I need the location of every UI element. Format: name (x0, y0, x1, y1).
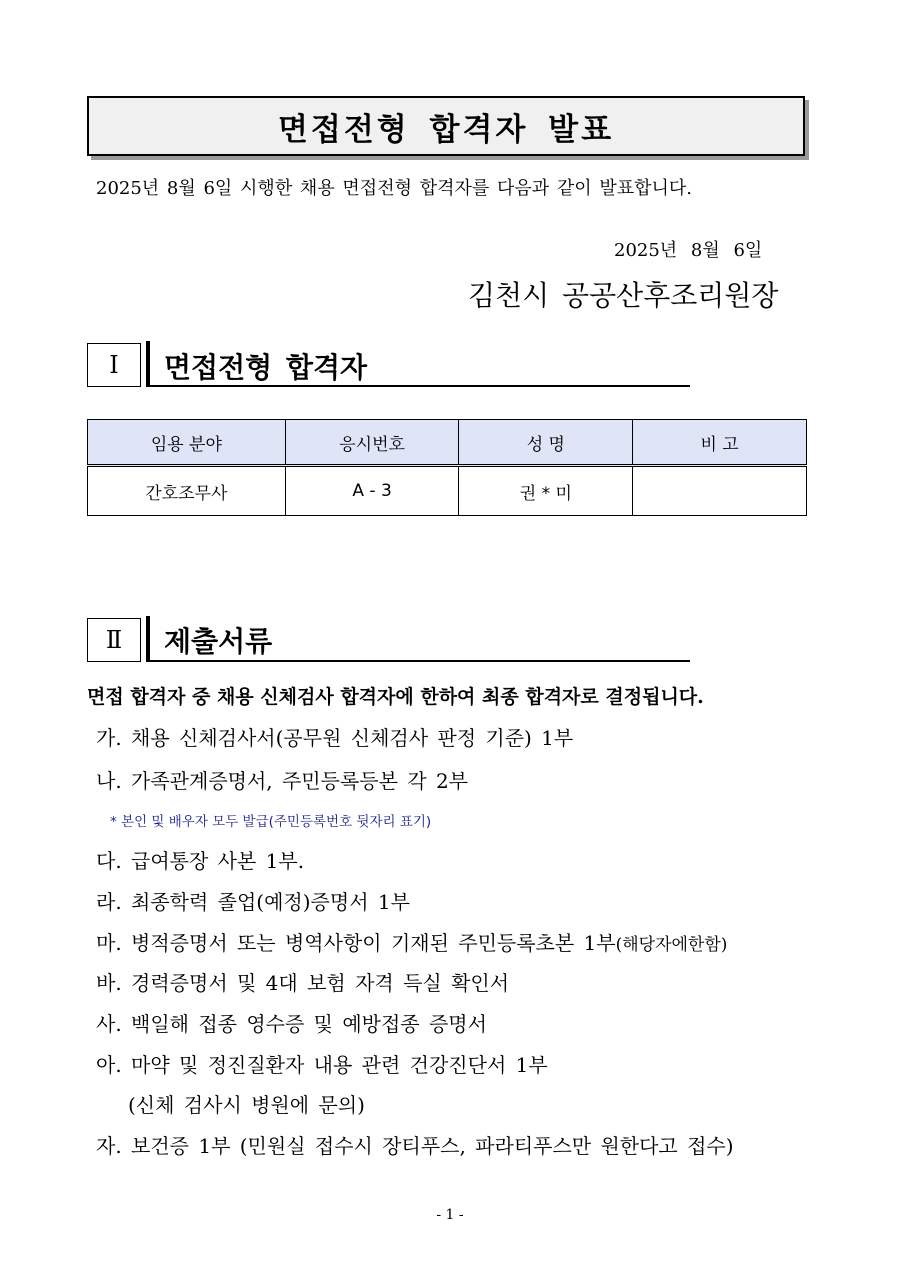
list-item: 사. 백일해 접종 영수증 및 예방접종 증명서 (96, 1012, 487, 1036)
column-header-exam-number: 응시번호 (285, 420, 459, 466)
cell-remarks (633, 466, 807, 516)
section-1-number: Ⅰ (87, 343, 141, 387)
column-header-name: 성 명 (459, 420, 633, 466)
section-1-underline (146, 385, 690, 387)
announcement-date: 2025년 8월 6일 (614, 240, 763, 261)
table-header-row (88, 420, 807, 466)
sub-note: * 본인 및 배우자 모두 발급(주민등록번호 뒷자리 표기) (110, 814, 432, 830)
cell-field: 간호조무사 (88, 466, 286, 516)
column-header-remarks: 비 고 (633, 420, 807, 466)
page-number: - 1 - (436, 1207, 464, 1223)
list-item: 아. 마약 및 정진질환자 내용 관련 건강진단서 1부 (96, 1053, 548, 1077)
list-item: 바. 경력증명서 및 4대 보험 자격 득실 확인서 (96, 971, 510, 995)
section-2-number: Ⅱ (87, 618, 141, 662)
list-item-ma-text: 마. 병적증명서 또는 병역사항이 기재된 주민등록초본 1부 (96, 931, 616, 955)
page-title: 면접전형 합격자 발표 (87, 96, 805, 156)
list-item: 다. 급여통장 사본 1부. (96, 849, 305, 873)
list-item: 라. 최종학력 졸업(예정)증명서 1부 (96, 890, 410, 914)
list-item-ma-note: (해당자에한함) (615, 935, 728, 955)
section-2-underline (146, 660, 690, 662)
table-row (88, 466, 807, 516)
list-item-ma (96, 927, 727, 956)
cell-name: 권 * 미 (459, 466, 633, 516)
intro-text: 2025년 8월 6일 시행한 채용 면접전형 합격자를 다음과 같이 발표합니다. (96, 178, 693, 199)
organization-name: 김천시 공공산후조리원장 (468, 279, 779, 312)
notice-text: 면접 합격자 중 채용 신체검사 합격자에 한하여 최종 합격자로 결정됩니다. (87, 686, 704, 708)
cell-exam-number: A - 3 (285, 466, 459, 516)
list-item: 자. 보건증 1부 (민원실 접수시 장티푸스, 파라티푸스만 원한다고 접수) (96, 1134, 734, 1158)
column-header-field: 임용 분야 (88, 420, 286, 466)
section-1-title: 면접전형 합격자 (164, 351, 368, 384)
section-2-bar (146, 616, 150, 662)
section-2-title: 제출서류 (164, 625, 273, 658)
result-table (87, 419, 807, 516)
section-1-bar (146, 341, 150, 387)
list-item: 나. 가족관계증명서, 주민등록등본 각 2부 (96, 769, 468, 793)
list-item: 가. 채용 신체검사서(공무원 신체검사 판정 기준) 1부 (96, 726, 574, 750)
list-item-continuation: (신체 검사시 병원에 문의) (128, 1093, 365, 1117)
